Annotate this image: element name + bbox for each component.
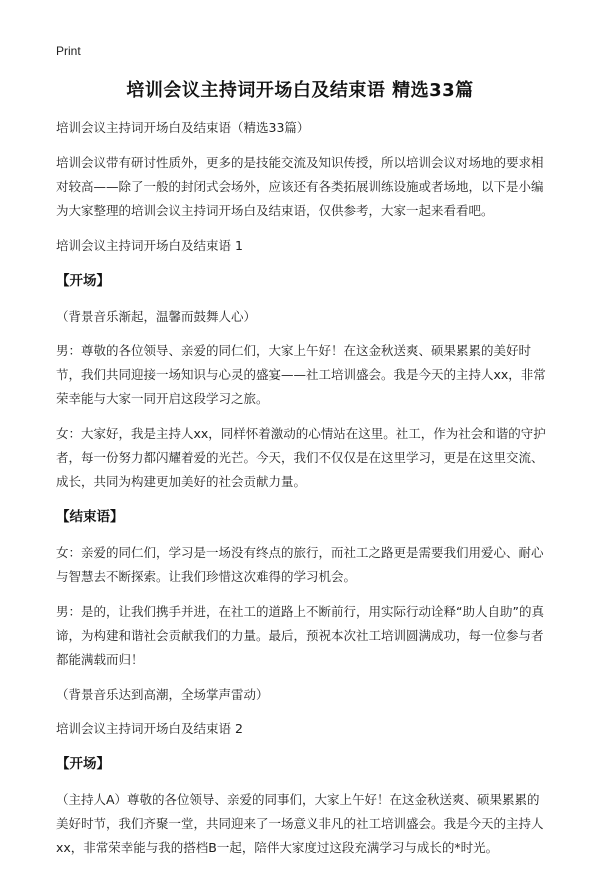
- document-subtitle: 培训会议主持词开场白及结束语（精选33篇）: [56, 120, 310, 135]
- section-1-female-closing: 女：亲爱的同仁们，学习是一场没有终点的旅行，而社工之路更是需要我们用爱心、耐心与智慧去不断探索。让我们珍惜这次难得的学习机会。: [56, 545, 544, 584]
- section-2-host-a-opening: （主持人A）尊敬的各位领导、亲爱的同事们，大家上午好！在这金秋送爽、硕果累累的美好时节，我们齐聚一堂，共同迎来了一场意义非凡的社工培训盛会。我是今天的主持人xx，非常荣幸能与我的搭档B一起，陪伴大家度过这段充满学习与成长的*时光。: [56, 792, 544, 855]
- section-1-male-opening: 男：尊敬的各位领导、亲爱的同仁们，大家上午好！在这金秋送爽、硕果累累的美好时节，我们共同迎接一场知识与心灵的盛宴——社工培训盛会。我是今天的主持人xx，非常荣幸能与大家一同开启这段学习之旅。: [56, 343, 546, 406]
- section-2-opening-label: 【开场】: [56, 756, 110, 772]
- section-1-male-closing: 男：是的，让我们携手并进，在社工的道路上不断前行，用实际行动诠释“助人自助”的真谛，为构建和谐社会贡献我们的力量。最后，预祝本次社工培训圆满成功，每一位参与者都能满载而归！: [56, 604, 544, 667]
- intro-paragraph: 培训会议带有研讨性质外，更多的是技能交流及知识传授，所以培训会议对场地的要求相对较高——除了一般的封闭式会场外，应该还有各类拓展训练设施或者场地，以下是小编为大家整理的培训会议主持词开场白及结束语，仅供参考，大家一起来看看吧。: [56, 155, 544, 218]
- section-2-heading: 培训会议主持词开场白及结束语 2: [56, 721, 243, 736]
- section-1-heading: 培训会议主持词开场白及结束语 1: [56, 238, 243, 253]
- section-1-closing-label: 【结束语】: [56, 509, 124, 525]
- section-1-female-opening: 女：大家好，我是主持人xx，同样怀着激动的心情站在这里。社工，作为社会和谐的守护者，每一份努力都闪耀着爱的光芒。今天，我们不仅仅是在这里学习，更是在这里交流、成长，共同为构建更加美好的社会贡献力量。: [56, 426, 546, 489]
- section-1-closing-note: （背景音乐达到高潮，全场掌声雷动）: [56, 687, 269, 702]
- section-1-opening-label: 【开场】: [56, 273, 110, 289]
- print-label: Print: [56, 44, 81, 58]
- section-1-opening-note: （背景音乐渐起，温馨而鼓舞人心）: [56, 309, 257, 324]
- page-title: 培训会议主持词开场白及结束语 精选33篇: [126, 80, 474, 101]
- document-body: [56, 116, 550, 871]
